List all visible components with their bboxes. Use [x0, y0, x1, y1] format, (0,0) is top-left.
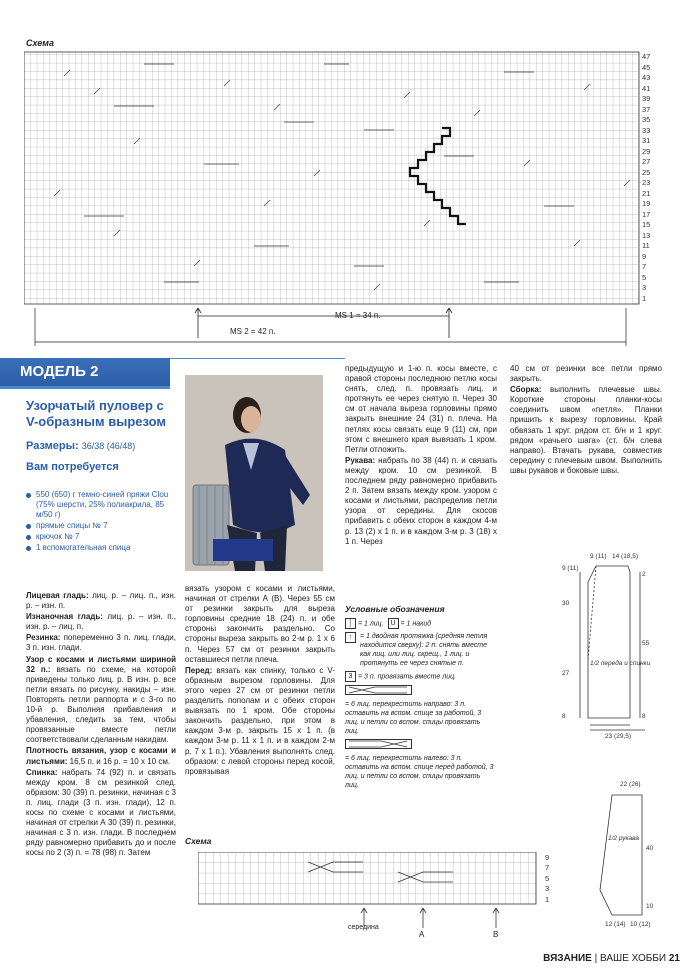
model-banner: МОДЕЛЬ 2: [0, 358, 170, 386]
page-footer: ВЯЗАНИЕ | ВАШЕ ХОББИ 21: [543, 953, 680, 964]
materials-item: 1 вспомогательная спица: [26, 543, 176, 553]
text-column-4: 40 см от резинки все петли прямо закрыть. Сборка: выполнить плечевые швы. Короткие стороны планки-косы соединить швом «петля». Планки пришить к вырезу горловины. Край обвязать 1 круг. рядом ст. б/н и 1 круг. рядом «рачьего шага» (ст. б/н слева направо). Втачать рукава, совместив середину с плечевым швом. Выполнить швы рукавов и боковые швы.: [510, 364, 662, 475]
garment-schematic: [550, 550, 690, 945]
materials-item: прямые спицы № 7: [26, 521, 176, 531]
magazine-name: ВЯЗАНИЕ: [543, 953, 592, 964]
k3tog-symbol-icon: 3: [345, 671, 356, 682]
materials-item: 550 (650) г темно-синей пряжи Clou (75% шерсти, 25% полиакрила, 85 м/50 г): [26, 490, 176, 520]
materials-item: крючок № 7: [26, 532, 176, 542]
svg-text:27: 27: [562, 670, 570, 677]
svg-text:10 (12): 10 (12): [630, 921, 651, 928]
yarn-over-symbol-icon: U: [388, 618, 399, 629]
svg-text:12 (14): 12 (14): [605, 921, 626, 928]
svg-text:9 (11): 9 (11): [562, 565, 579, 572]
legend: │ = 1 лиц. U = 1 накид ↑ = 1 двойная протяжка (средняя петля находится сверху): 2 п. снять вместе как лиц. или лиц. скрещ., 1 лиц. и протянуть ее через снятые п. 3 = 3 п. провязать вместе лиц. = 6 лиц. перекрестить направо: 3 п. оставить на вспом. спице за работой, 3 лиц. и петли со вспом. спицы провязать лиц. = 6 лиц. перекрестить налево: 3 п. оставить на вспом. спице перед работой, 3 лиц. и петли со вспом. спицы провязать лиц.: [345, 620, 494, 789]
text-column-2: вязать узором с косами и листьями, начиная от стрелки А (В). Через 55 см от резинки закрыть для выреза горловины средние 18 (24) п. и обе стороны закончить раздельно. Со стороны выреза закрыть во 2-м р. 1 х 6 п. Через 57 см от резинки закрыть оставшиеся петли плеча. Перед: вязать как спинку, только с V-образным вырезом горловины. Для этого через 27 см от резинки петли разделить пополам и с обеих сторон вывязать по 1 кром. Обе стороны закончить раздельно, при этом в каждом 3-м р. закрыть 15 х 1 п. (в каждом 3-м р. 11 х 1 п. и в каждом 2-м р. 7 х 1 п.). Убавления выполнять след. образом: с левой стороны перед косой, провязывая: [185, 584, 335, 776]
sizes: [26, 440, 135, 452]
svg-text:14 (18,5): 14 (18,5): [612, 553, 639, 560]
sleeve-outline: [600, 795, 642, 915]
sizes-label: Размеры:: [26, 440, 79, 452]
page-title: Узорчатый пуловер с V-образным вырезом: [26, 398, 167, 429]
svg-text:8: 8: [642, 713, 646, 720]
svg-text:40: 40: [646, 845, 654, 852]
svg-text:22 (26): 22 (26): [620, 781, 641, 788]
ms1-label: MS 1 = 34 п.: [335, 311, 381, 320]
svg-text:30: 30: [562, 600, 570, 607]
middle-label: середина: [348, 924, 379, 931]
svg-text:9 (11): 9 (11): [590, 553, 607, 560]
text-column-1: Лицевая гладь: лиц. р. – лиц. п., изн. р. – изн. п. Изнаночная гладь: лиц. р. – изн. п., изн. р. – лиц. п. Резинка: попеременно 3 п. лиц. глади, 3 п. изн. глади. Узор с косами и листьями шириной 32 п.: вязать по схеме, на которой приведены только лиц. р. В изн. р. все петли вязать по рисунку, накиды – изн. Повторять петли раппорта и с 3-го по 10-й р. Выполняя прибавления и убавления, следить за тем, чтобы провязанные вместе петли соответствовали сделанным накидам. Плотность вязания, узор с косами и листьями: 16,5 п. и 16 р. = 10 х 10 см. Спинка: набрать 74 (92) п. и связать между кром. 8 см резинкой след. образом: 30 (39) п. резинки, начиная с 3 п. лиц. глади (3 п. изн. глади), 12 п. косы по схеме с косами и листьями, начиная от стрелки А 30 (39) п. резинки, начиная с 3 п. изн. глади. В последнем ряду равномерно прибавить до и после косы по 2 (3) п. = 78 (98) п. Затем: [26, 591, 177, 858]
svg-text:2: 2: [642, 571, 646, 578]
knit-symbol-icon: │: [345, 618, 356, 629]
front-back-outline: [588, 566, 630, 718]
woman-pullover-photo: [185, 375, 323, 571]
cable-left-symbol-icon: [345, 739, 415, 749]
banner-rule: [170, 358, 345, 359]
svg-text:23 (29,5): 23 (29,5): [605, 733, 632, 740]
arrow-a-label: A: [419, 930, 425, 939]
banner-underline: [0, 386, 170, 389]
ms2-label: MS 2 = 42 п.: [230, 327, 276, 336]
svg-text:10: 10: [646, 903, 654, 910]
model-photo: [185, 375, 323, 571]
text-column-3: предыдущую и 1-ю п. косы вместе, с правой стороны последнюю петлю косы снять, след. п. провязать лиц. и протянуть ее через снятую п. Через 30 см от начала выреза горловины прямо закрыть внешние 24 (31) п. плеча. На петлях косы связать еще 9 (11) см, при этом с внешнего края вывязать 1 кром. Петли отложить. Рукава: набрать по 38 (44) п. и связать между кром. 10 см резинкой. В последнем ряду равномерно прибавить 2 п. Затем вязать между кром. узором с косами и листьями, распределив петли узора от середины. Для скосов прибавить с обеих сторон в каждом 4-м р. 13 (2) х 1 п. и в каждом 3-м р. 3 (18) х 1 п. Через: [345, 364, 497, 546]
materials-list: [26, 490, 176, 554]
cable-right-symbol-icon: [345, 685, 415, 695]
top-knitting-chart: [24, 46, 689, 346]
top-chart-title: Схема: [26, 38, 54, 48]
sizes-value: 36/38 (46/48): [81, 441, 136, 451]
svg-text:1/2 рукава: 1/2 рукава: [608, 835, 640, 842]
page-number: 21: [668, 953, 680, 964]
chart-grid: [24, 52, 639, 304]
double-decrease-symbol-icon: ↑: [345, 632, 356, 643]
bottom-chart-title: Схема: [185, 836, 212, 846]
arrow-b-label: B: [493, 930, 499, 939]
svg-text:1/2 переда и спинки: 1/2 переда и спинки: [590, 660, 651, 667]
svg-text:8: 8: [562, 713, 566, 720]
section-name: ВАШЕ ХОББИ: [600, 953, 667, 964]
legend-title: Условные обозначения: [345, 604, 445, 614]
materials-heading: Вам потребуется: [26, 461, 119, 473]
svg-text:55: 55: [642, 640, 650, 647]
